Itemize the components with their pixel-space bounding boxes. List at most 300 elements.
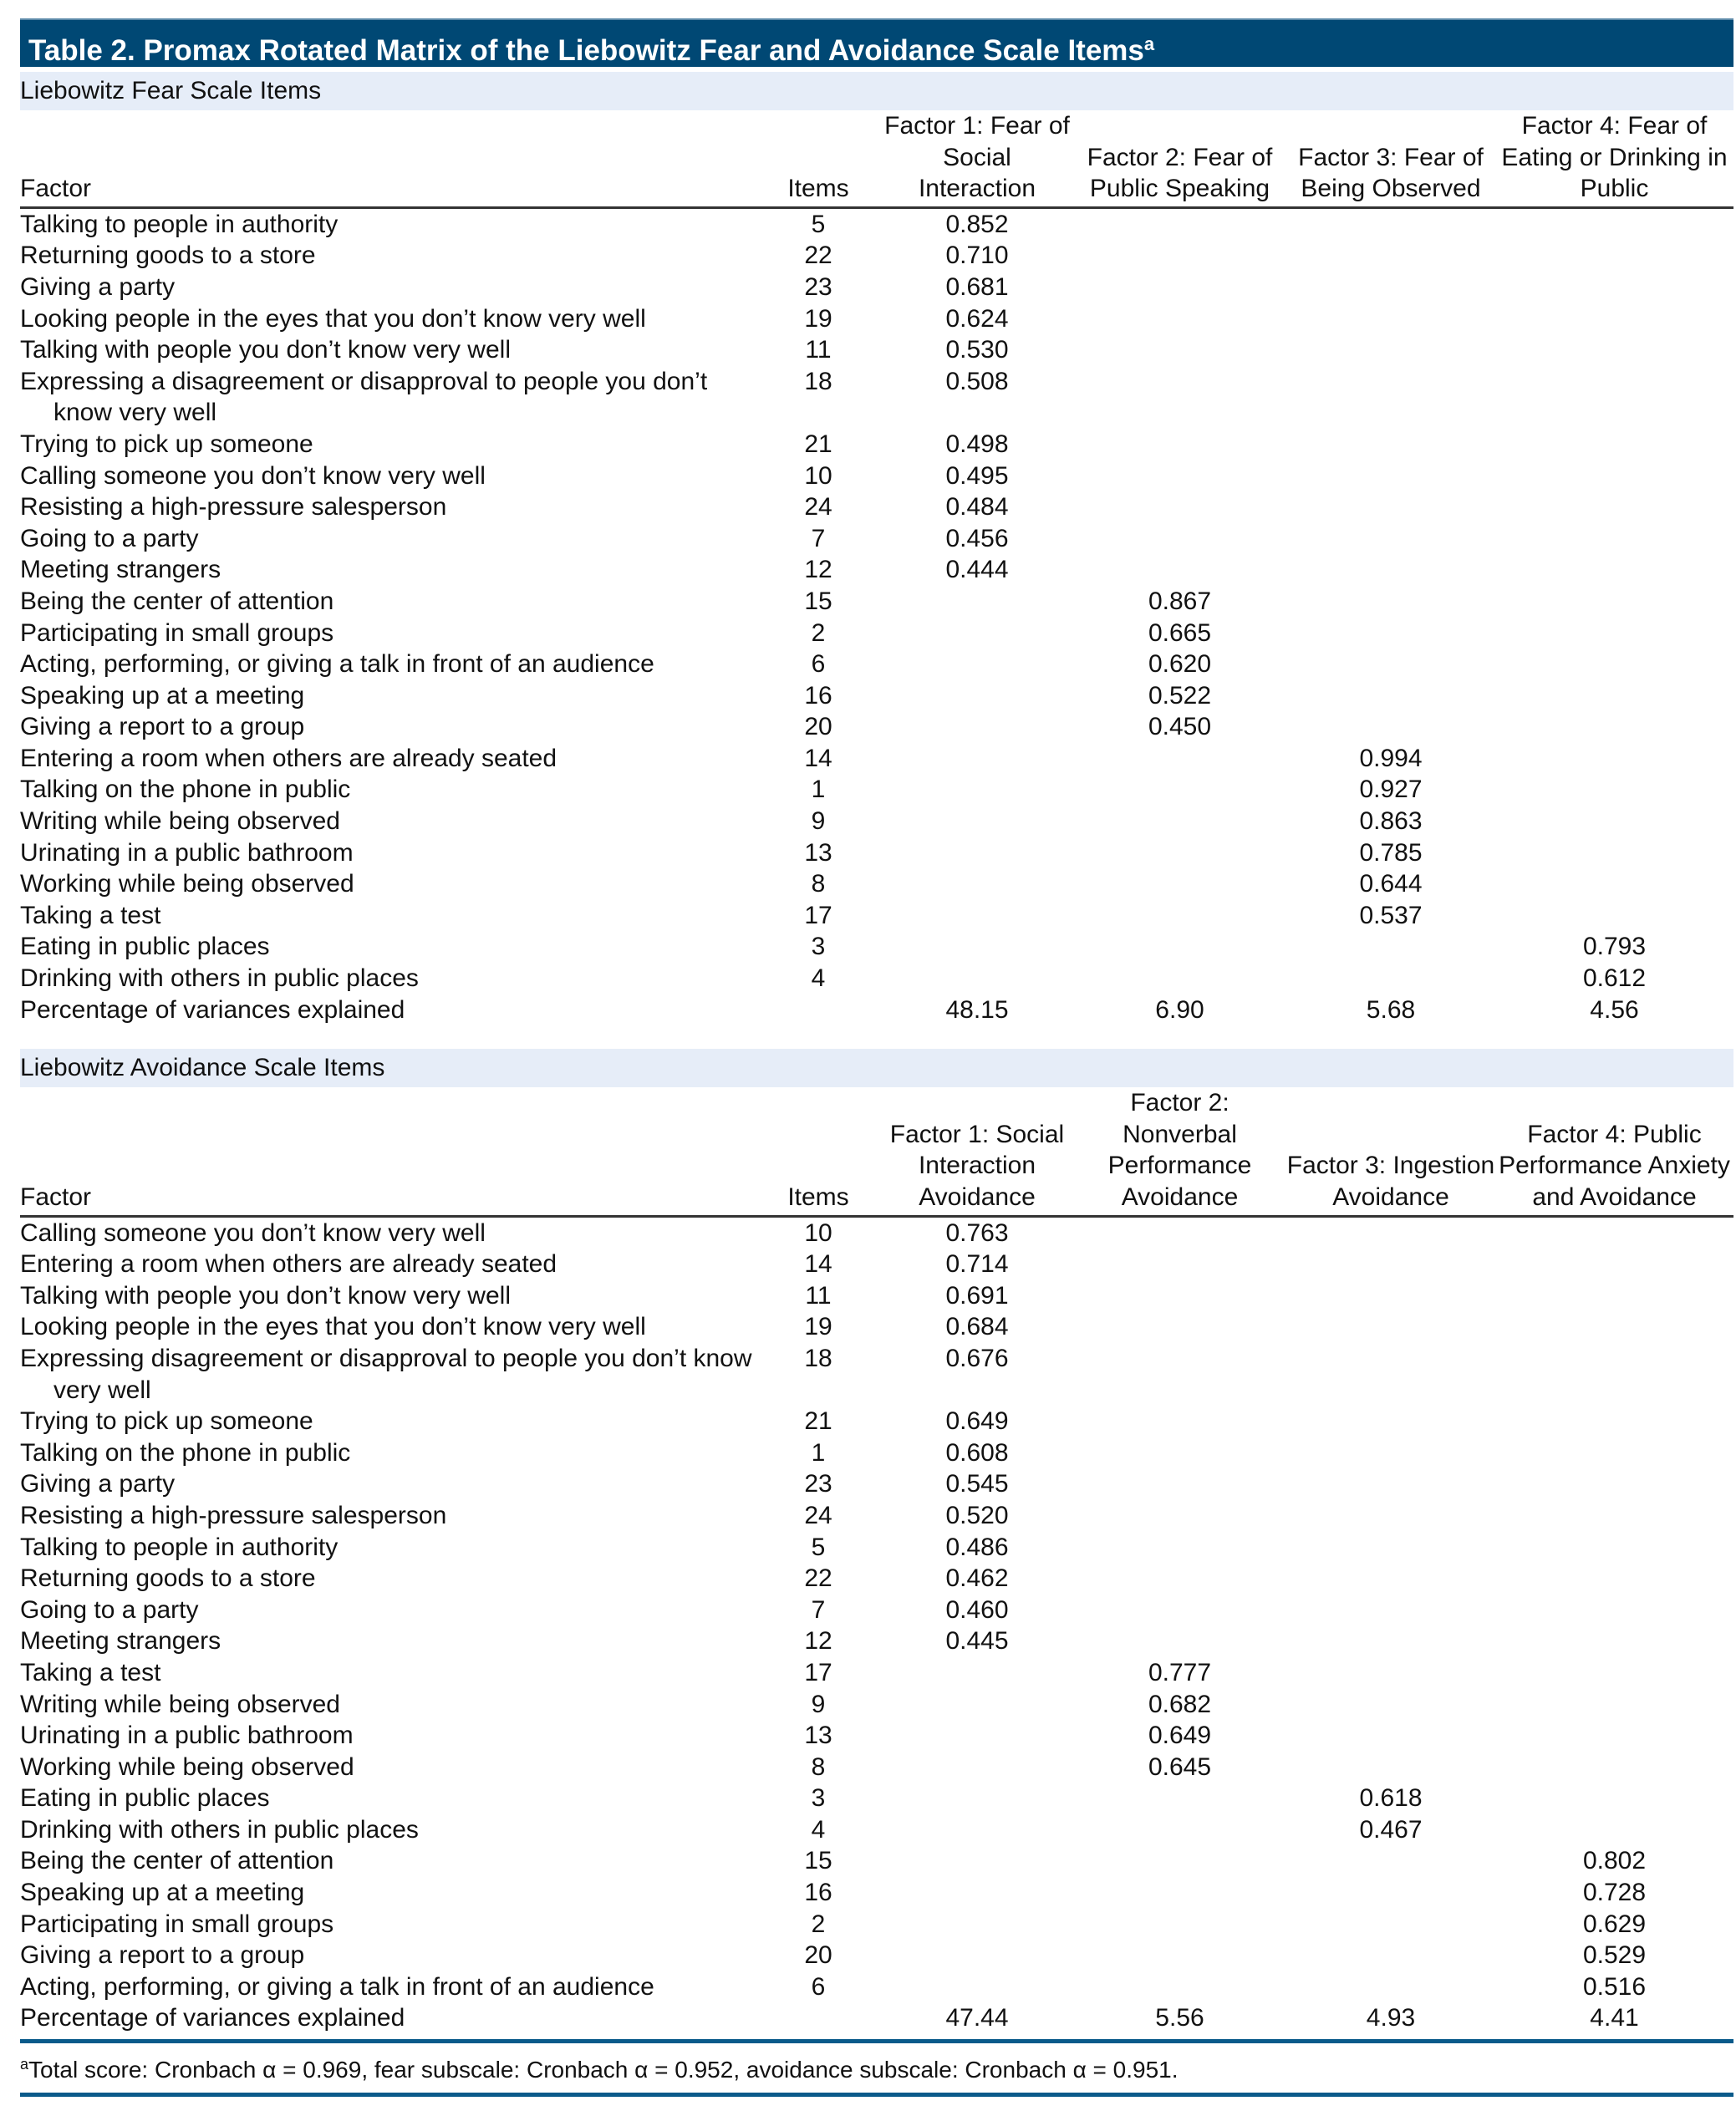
avoidance-header-f3: Factor 3: Ingestion Avoidance	[1286, 1087, 1495, 1216]
table-row	[20, 774, 1733, 806]
row-label-text: Percentage of variances explained	[20, 995, 405, 1024]
loading-f4	[1495, 1563, 1733, 1595]
loading-f1	[881, 586, 1073, 618]
table-title-text: Table 2. Promax Rotated Matrix of the Liebowitz Fear and Avoidance Scale Items	[28, 34, 1144, 67]
row-label	[20, 491, 756, 523]
row-label	[20, 837, 756, 869]
item-number: 14	[804, 1250, 832, 1279]
loading-f3	[1286, 1845, 1495, 1877]
row-label-text: Writing while being observed	[20, 807, 340, 836]
loading-f1	[881, 680, 1073, 712]
loading-f4	[1495, 1468, 1733, 1500]
table-row	[20, 1280, 1733, 1312]
loading-f4	[1495, 1595, 1733, 1626]
table-row	[20, 1689, 1733, 1721]
loading-f3	[1286, 680, 1495, 712]
loading-f1: 0.852	[945, 210, 1009, 238]
loading-f4	[1495, 680, 1733, 712]
row-label	[20, 1940, 756, 1971]
loading-f2: 6.90	[1155, 995, 1204, 1024]
loading-f4	[1495, 1783, 1733, 1814]
item-number: 3	[811, 933, 826, 961]
loading-f3	[1286, 963, 1495, 994]
row-label-text: Speaking up at a meeting	[20, 681, 305, 710]
loading-f4: 0.516	[1582, 1972, 1647, 2001]
table-row	[20, 491, 1733, 523]
row-label-text: Meeting strangers	[20, 1627, 221, 1656]
table-footnote	[20, 2043, 1733, 2091]
loading-f3	[1286, 429, 1495, 460]
loading-f4: 0.793	[1582, 933, 1647, 961]
loading-f4	[1495, 1437, 1733, 1469]
table-row	[20, 1940, 1733, 1971]
row-label-text: Talking to people in authority	[20, 1533, 339, 1561]
loading-f4	[1495, 1689, 1733, 1721]
loading-f2	[1073, 240, 1286, 272]
item-number: 13	[804, 1722, 832, 1750]
loading-f4	[1495, 1343, 1733, 1406]
avoidance-header-items: Items	[756, 1087, 881, 1216]
loading-f4	[1495, 1249, 1733, 1280]
loading-f4	[1495, 272, 1733, 303]
row-label	[20, 523, 756, 555]
avoidance-table	[20, 1087, 1733, 2034]
loading-f2	[1073, 1343, 1286, 1406]
loading-f3: 0.863	[1359, 807, 1423, 836]
row-label-text: Being the center of attention	[20, 1847, 334, 1875]
loading-f2: 0.777	[1148, 1658, 1212, 1686]
loading-f2: 5.56	[1155, 2004, 1204, 2032]
table-row	[20, 1311, 1733, 1343]
loading-f2	[1073, 207, 1286, 240]
table-row	[20, 1500, 1733, 1532]
loading-f3	[1286, 1437, 1495, 1469]
loading-f3	[1286, 303, 1495, 335]
loading-f1: 0.484	[945, 493, 1009, 521]
row-label	[20, 1563, 756, 1595]
item-number: 23	[804, 1470, 832, 1498]
row-label	[20, 1595, 756, 1626]
loading-f2	[1073, 523, 1286, 555]
loading-f3	[1286, 1280, 1495, 1312]
row-label	[20, 900, 756, 932]
row-label	[20, 1909, 756, 1941]
loading-f3	[1286, 554, 1495, 586]
loading-f2	[1073, 554, 1286, 586]
row-label	[20, 303, 756, 335]
item-number: 15	[804, 587, 832, 615]
loading-f3	[1286, 1216, 1495, 1249]
table-row	[20, 743, 1733, 775]
loading-f1	[881, 1657, 1073, 1689]
loading-f2	[1073, 334, 1286, 366]
loading-f1: 0.714	[945, 1250, 1009, 1279]
item-number: 10	[804, 461, 832, 490]
loading-f4: 0.529	[1582, 1941, 1647, 1970]
loading-f2	[1073, 1280, 1286, 1312]
row-label-text: Giving a report to a group	[20, 1941, 305, 1970]
row-label-text: Meeting strangers	[20, 556, 221, 584]
loading-f1	[881, 931, 1073, 963]
loading-f4	[1495, 806, 1733, 837]
loading-f3	[1286, 240, 1495, 272]
loading-f2: 0.645	[1148, 1752, 1212, 1781]
loading-f3	[1286, 1877, 1495, 1909]
loading-f1	[881, 774, 1073, 806]
table-row	[20, 711, 1733, 743]
loading-f2	[1073, 272, 1286, 303]
item-number: 1	[811, 1438, 826, 1467]
item-number: 17	[804, 901, 832, 929]
loading-f2: 0.665	[1148, 618, 1212, 647]
loading-f2	[1073, 491, 1286, 523]
row-label-text: Calling someone you don’t know very well	[20, 1218, 486, 1247]
item-number: 5	[811, 1533, 826, 1561]
loading-f1	[881, 1720, 1073, 1752]
row-label-text: Working while being observed	[20, 1752, 354, 1781]
row-label	[20, 963, 756, 994]
loading-f1: 0.456	[945, 524, 1009, 552]
loading-f3	[1286, 1563, 1495, 1595]
loading-f4: 4.56	[1590, 995, 1639, 1024]
loading-f3: 4.93	[1366, 2004, 1416, 2032]
table-row	[20, 1343, 1733, 1406]
row-label-text: Calling someone you don’t know very well	[20, 461, 486, 490]
item-number: 22	[804, 242, 832, 270]
row-label-text: Taking a test	[20, 1658, 161, 1686]
item-number: 4	[811, 964, 826, 993]
avoidance-table-body	[20, 1216, 1733, 2034]
row-label-text: Drinking with others in public places	[20, 1815, 419, 1844]
loading-f4: 0.802	[1582, 1847, 1647, 1875]
loading-f4	[1495, 837, 1733, 869]
row-label-text: Giving a report to a group	[20, 713, 305, 741]
loading-f2	[1073, 1783, 1286, 1814]
loading-f3	[1286, 1249, 1495, 1280]
loading-f1	[881, 1909, 1073, 1941]
row-label-text: Expressing a disagreement or disapproval to people you don’t	[20, 367, 708, 395]
loading-f4	[1495, 868, 1733, 900]
loading-f2	[1073, 1249, 1286, 1280]
loading-f3: 0.537	[1359, 901, 1423, 929]
row-label	[20, 868, 756, 900]
loading-f2: 0.620	[1148, 650, 1212, 679]
loading-f2: 0.682	[1148, 1690, 1212, 1718]
table-row	[20, 837, 1733, 869]
row-label	[20, 649, 756, 680]
item-number: 1	[811, 776, 826, 804]
row-label	[20, 2002, 756, 2034]
row-label-text: Returning goods to a store	[20, 242, 316, 270]
loading-f2	[1073, 1468, 1286, 1500]
loading-f2	[1073, 1532, 1286, 1564]
loading-f1	[881, 806, 1073, 837]
table-row	[20, 963, 1733, 994]
table-row	[20, 1468, 1733, 1500]
loading-f4	[1495, 1532, 1733, 1564]
table-row	[20, 207, 1733, 240]
row-label	[20, 774, 756, 806]
item-number: 21	[804, 430, 832, 458]
loading-f3	[1286, 1406, 1495, 1437]
item-number	[756, 994, 881, 1026]
loading-f1: 0.520	[945, 1501, 1009, 1529]
row-label	[20, 1249, 756, 1280]
item-number: 20	[804, 713, 832, 741]
loading-f4: 0.629	[1582, 1910, 1647, 1938]
loading-f1: 0.608	[945, 1438, 1009, 1467]
item-number: 6	[811, 650, 826, 679]
loading-f1	[881, 1877, 1073, 1909]
loading-f4	[1495, 429, 1733, 460]
footnote-bottom-rule	[20, 2093, 1733, 2097]
loading-f2	[1073, 806, 1286, 837]
loading-f4: 0.612	[1582, 964, 1647, 993]
loading-f4	[1495, 900, 1733, 932]
fear-section-label: Liebowitz Fear Scale Items	[20, 72, 1733, 110]
table-row	[20, 554, 1733, 586]
item-number: 24	[804, 493, 832, 521]
loading-f4	[1495, 240, 1733, 272]
loading-f1: 0.508	[945, 367, 1009, 395]
loading-f3	[1286, 207, 1495, 240]
loading-f2	[1073, 460, 1286, 492]
loading-f4	[1495, 711, 1733, 743]
row-label-text: Working while being observed	[20, 870, 354, 898]
table-row	[20, 868, 1733, 900]
loading-f1: 0.676	[945, 1344, 1009, 1372]
row-label-continuation: know very well	[53, 399, 217, 427]
table-container	[20, 18, 1733, 2097]
item-number: 8	[811, 870, 826, 898]
loading-f3: 0.994	[1359, 744, 1423, 772]
item-number: 4	[811, 1815, 826, 1844]
loading-f3: 0.785	[1359, 838, 1423, 867]
row-label	[20, 1343, 756, 1406]
row-label	[20, 240, 756, 272]
loading-f2	[1073, 429, 1286, 460]
footnote-text: Total score: Cronbach α = 0.969, fear subscale: Cronbach α = 0.952, avoidance subscale: Cronbach α = 0.951.	[28, 2057, 1179, 2083]
loading-f1: 47.44	[945, 2004, 1009, 2032]
row-label-text: Writing while being observed	[20, 1690, 340, 1718]
item-number: 16	[804, 1879, 832, 1907]
loading-f4	[1495, 649, 1733, 680]
row-label	[20, 1845, 756, 1877]
row-label	[20, 429, 756, 460]
table-row	[20, 1752, 1733, 1783]
item-number: 18	[804, 367, 832, 395]
loading-f3	[1286, 1343, 1495, 1406]
loading-f3	[1286, 1971, 1495, 2003]
row-label-text: Eating in public places	[20, 933, 270, 961]
row-label	[20, 1625, 756, 1657]
fear-header-f2: Factor 2: Fear of Public Speaking	[1073, 110, 1286, 207]
table-row	[20, 1532, 1733, 1564]
row-label	[20, 1814, 756, 1846]
table-row	[20, 1216, 1733, 1249]
row-label-text: Trying to pick up someone	[20, 430, 313, 458]
loading-f2	[1073, 1845, 1286, 1877]
loading-f1	[881, 1814, 1073, 1846]
loading-f4	[1495, 366, 1733, 429]
loading-f1: 0.545	[945, 1470, 1009, 1498]
loading-f3	[1286, 523, 1495, 555]
row-label	[20, 680, 756, 712]
item-number: 5	[811, 210, 826, 238]
loading-f3	[1286, 1689, 1495, 1721]
table-row	[20, 994, 1733, 1026]
item-number: 16	[804, 681, 832, 710]
row-label-text: Trying to pick up someone	[20, 1407, 313, 1436]
loading-f3	[1286, 1468, 1495, 1500]
loading-f3: 0.927	[1359, 776, 1423, 804]
row-label-text: Acting, performing, or giving a talk in front of an audience	[20, 650, 654, 679]
loading-f2	[1073, 1437, 1286, 1469]
loading-f4	[1495, 1720, 1733, 1752]
loading-f3	[1286, 460, 1495, 492]
loading-f1	[881, 743, 1073, 775]
row-label-text: Talking with people you don’t know very well	[20, 1281, 511, 1310]
loading-f2	[1073, 1311, 1286, 1343]
table-row	[20, 1783, 1733, 1814]
row-label-text: Urinating in a public bathroom	[20, 838, 354, 867]
fear-header-items: Items	[756, 110, 881, 207]
loading-f3	[1286, 1657, 1495, 1689]
loading-f1: 0.486	[945, 1533, 1009, 1561]
loading-f1: 0.530	[945, 336, 1009, 364]
loading-f4	[1495, 1814, 1733, 1846]
item-number: 8	[811, 1752, 826, 1781]
loading-f1	[881, 1689, 1073, 1721]
fear-header-f1: Factor 1: Fear of Social Interaction	[881, 110, 1073, 207]
table-row	[20, 1595, 1733, 1626]
row-label	[20, 1311, 756, 1343]
row-label	[20, 1752, 756, 1783]
loading-f4	[1495, 743, 1733, 775]
loading-f3	[1286, 931, 1495, 963]
table-row	[20, 1563, 1733, 1595]
loading-f2	[1073, 303, 1286, 335]
row-label-text: Resisting a high-pressure salesperson	[20, 1501, 447, 1529]
row-label-text: Percentage of variances explained	[20, 2004, 405, 2032]
loading-f1: 0.649	[945, 1407, 1009, 1436]
loading-f4	[1495, 1216, 1733, 1249]
item-number: 2	[811, 618, 826, 647]
row-label-text: Talking on the phone in public	[20, 1438, 351, 1467]
item-number: 18	[804, 1344, 832, 1372]
loading-f3	[1286, 366, 1495, 429]
table-row	[20, 931, 1733, 963]
loading-f1	[881, 1971, 1073, 2003]
row-label	[20, 743, 756, 775]
item-number: 21	[804, 1407, 832, 1436]
row-label	[20, 207, 756, 240]
table-row	[20, 1720, 1733, 1752]
loading-f2: 0.450	[1148, 713, 1212, 741]
loading-f4	[1495, 303, 1733, 335]
item-number: 22	[804, 1564, 832, 1593]
avoidance-header-f4: Factor 4: Public Performance Anxiety and Avoidance	[1495, 1087, 1733, 1216]
row-label-text: Giving a party	[20, 1470, 176, 1498]
loading-f2	[1073, 1563, 1286, 1595]
loading-f1: 48.15	[945, 995, 1009, 1024]
table-row	[20, 1437, 1733, 1469]
loading-f3	[1286, 1752, 1495, 1783]
row-label-text: Eating in public places	[20, 1784, 270, 1813]
table-row	[20, 1814, 1733, 1846]
loading-f3: 5.68	[1366, 995, 1416, 1024]
row-label-text: Participating in small groups	[20, 1910, 334, 1938]
loading-f2	[1073, 963, 1286, 994]
row-label	[20, 1280, 756, 1312]
row-label-text: Entering a room when others are already seated	[20, 744, 557, 772]
loading-f4	[1495, 523, 1733, 555]
item-number: 14	[804, 744, 832, 772]
table-row	[20, 240, 1733, 272]
fear-header-f4: Factor 4: Fear of Eating or Drinking in Public	[1495, 110, 1733, 207]
loading-f1	[881, 711, 1073, 743]
item-number	[756, 2002, 881, 2034]
loading-f1: 0.681	[945, 272, 1009, 301]
fear-table	[20, 110, 1733, 1025]
loading-f4	[1495, 618, 1733, 649]
row-label	[20, 586, 756, 618]
loading-f3: 0.644	[1359, 870, 1423, 898]
table-row	[20, 303, 1733, 335]
row-label	[20, 1406, 756, 1437]
table-row	[20, 680, 1733, 712]
title-footnote-marker: a	[1143, 33, 1155, 54]
table-row	[20, 1909, 1733, 1941]
row-label-text: Going to a party	[20, 524, 199, 552]
row-label	[20, 1532, 756, 1564]
item-number: 13	[804, 838, 832, 867]
row-label	[20, 994, 756, 1026]
row-label	[20, 1720, 756, 1752]
table-row	[20, 649, 1733, 680]
loading-f4	[1495, 1657, 1733, 1689]
row-label-text: Expressing disagreement or disapproval to people you don’t know	[20, 1344, 752, 1372]
table-row	[20, 586, 1733, 618]
loading-f1: 0.624	[945, 304, 1009, 333]
table-row	[20, 1406, 1733, 1437]
item-number: 19	[804, 304, 832, 333]
row-label-text: Participating in small groups	[20, 618, 334, 647]
row-label	[20, 272, 756, 303]
item-number: 23	[804, 272, 832, 301]
row-label	[20, 554, 756, 586]
loading-f3	[1286, 586, 1495, 618]
row-label	[20, 806, 756, 837]
loading-f1: 0.763	[945, 1218, 1009, 1247]
item-number: 7	[811, 524, 826, 552]
loading-f1	[881, 837, 1073, 869]
row-label-text: Going to a party	[20, 1595, 199, 1624]
loading-f3	[1286, 1311, 1495, 1343]
loading-f3	[1286, 491, 1495, 523]
fear-table-body	[20, 207, 1733, 1025]
loading-f3	[1286, 618, 1495, 649]
loading-f1	[881, 868, 1073, 900]
row-label-text: Talking on the phone in public	[20, 776, 351, 804]
loading-f4	[1495, 554, 1733, 586]
table-row	[20, 1877, 1733, 1909]
fear-header-factor: Factor	[20, 110, 756, 207]
row-label	[20, 1468, 756, 1500]
loading-f2	[1073, 868, 1286, 900]
loading-f1	[881, 1752, 1073, 1783]
row-label-text: Looking people in the eyes that you don’t know very well	[20, 1313, 646, 1341]
